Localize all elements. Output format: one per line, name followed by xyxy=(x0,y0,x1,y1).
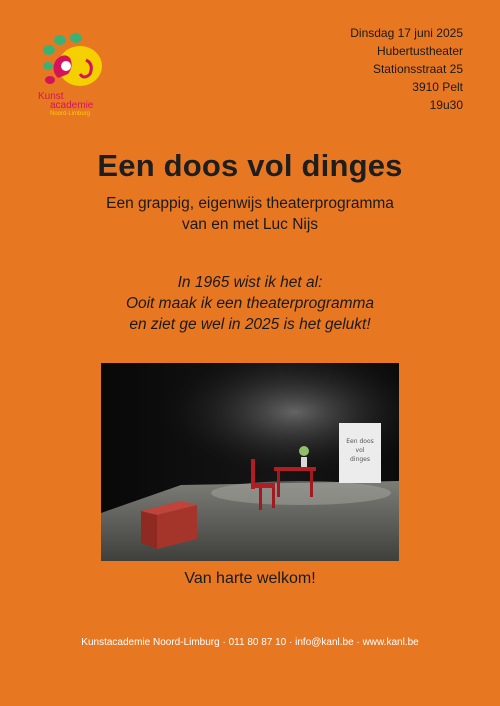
logo-leaf-2 xyxy=(54,35,66,45)
subtitle-line-1: Een grappig, eigenwijs theaterprogramma xyxy=(106,195,394,212)
footer-sep-1: · xyxy=(219,637,229,648)
stage-table-leg-left xyxy=(277,471,280,497)
logo-leaf-1 xyxy=(43,45,55,55)
stage-table-top xyxy=(274,467,316,471)
footer-phone[interactable]: 011 80 87 10 xyxy=(228,637,287,648)
stage-box-side xyxy=(141,511,157,549)
stage-photo xyxy=(101,363,399,561)
footer xyxy=(0,637,500,648)
logo-white-dot xyxy=(61,61,71,71)
stage-photo-illustration xyxy=(101,363,399,561)
stage-sign-line-2: vol xyxy=(355,447,365,454)
quote-line-3: en ziet ge wel in 2025 is het gelukt! xyxy=(129,316,371,333)
subtitle-line-2: van en met Luc Nijs xyxy=(181,216,319,233)
logo-dot-red xyxy=(45,76,55,84)
logo-line-academie: academie xyxy=(50,100,94,111)
logo-leaf-4 xyxy=(43,62,53,70)
event-city: 3910 Pelt xyxy=(412,80,463,94)
poster-title: Een doos vol dinges xyxy=(97,148,403,183)
footer-org: Kunstacademie Noord-Limburg xyxy=(81,637,220,648)
footer-sep-2: · xyxy=(286,637,296,648)
event-venue: Hubertustheater xyxy=(376,44,463,58)
logo-line-kunst: Kunst xyxy=(38,91,64,102)
footer-web[interactable]: www.kanl.be xyxy=(362,637,419,648)
stage-floor-light xyxy=(211,481,391,505)
event-time: 19u30 xyxy=(429,98,463,112)
quote-line-2: Ooit maak ik een theaterprogramma xyxy=(125,295,375,312)
stage-table-leg-right xyxy=(310,471,313,497)
stage-chair-leg-2 xyxy=(272,488,275,508)
stage-chair-seat xyxy=(251,483,275,488)
welcome-text: Van harte welkom! xyxy=(184,570,316,587)
stage-flowers xyxy=(299,446,309,456)
quote-line-1: In 1965 wist ik het al: xyxy=(177,274,323,291)
stage-sign-line-3: dinges xyxy=(350,456,370,463)
poster-quote xyxy=(0,272,500,335)
stage-sign-line-1: Een doos xyxy=(346,438,374,445)
logo-line-region: Noord-Limburg xyxy=(50,111,91,117)
stage-vase xyxy=(301,457,307,467)
logo-leaf-3 xyxy=(70,33,82,43)
poster-subtitle xyxy=(0,193,500,235)
event-date: Dinsdag 17 juni 2025 xyxy=(350,26,463,40)
footer-sep-3: · xyxy=(353,637,363,648)
footer-email[interactable]: info@kanl.be xyxy=(295,637,354,648)
event-street: Stationsstraat 25 xyxy=(372,62,463,76)
event-info xyxy=(350,24,463,114)
logo-wordmark xyxy=(38,92,93,118)
stage-chair-leg-1 xyxy=(259,488,262,510)
